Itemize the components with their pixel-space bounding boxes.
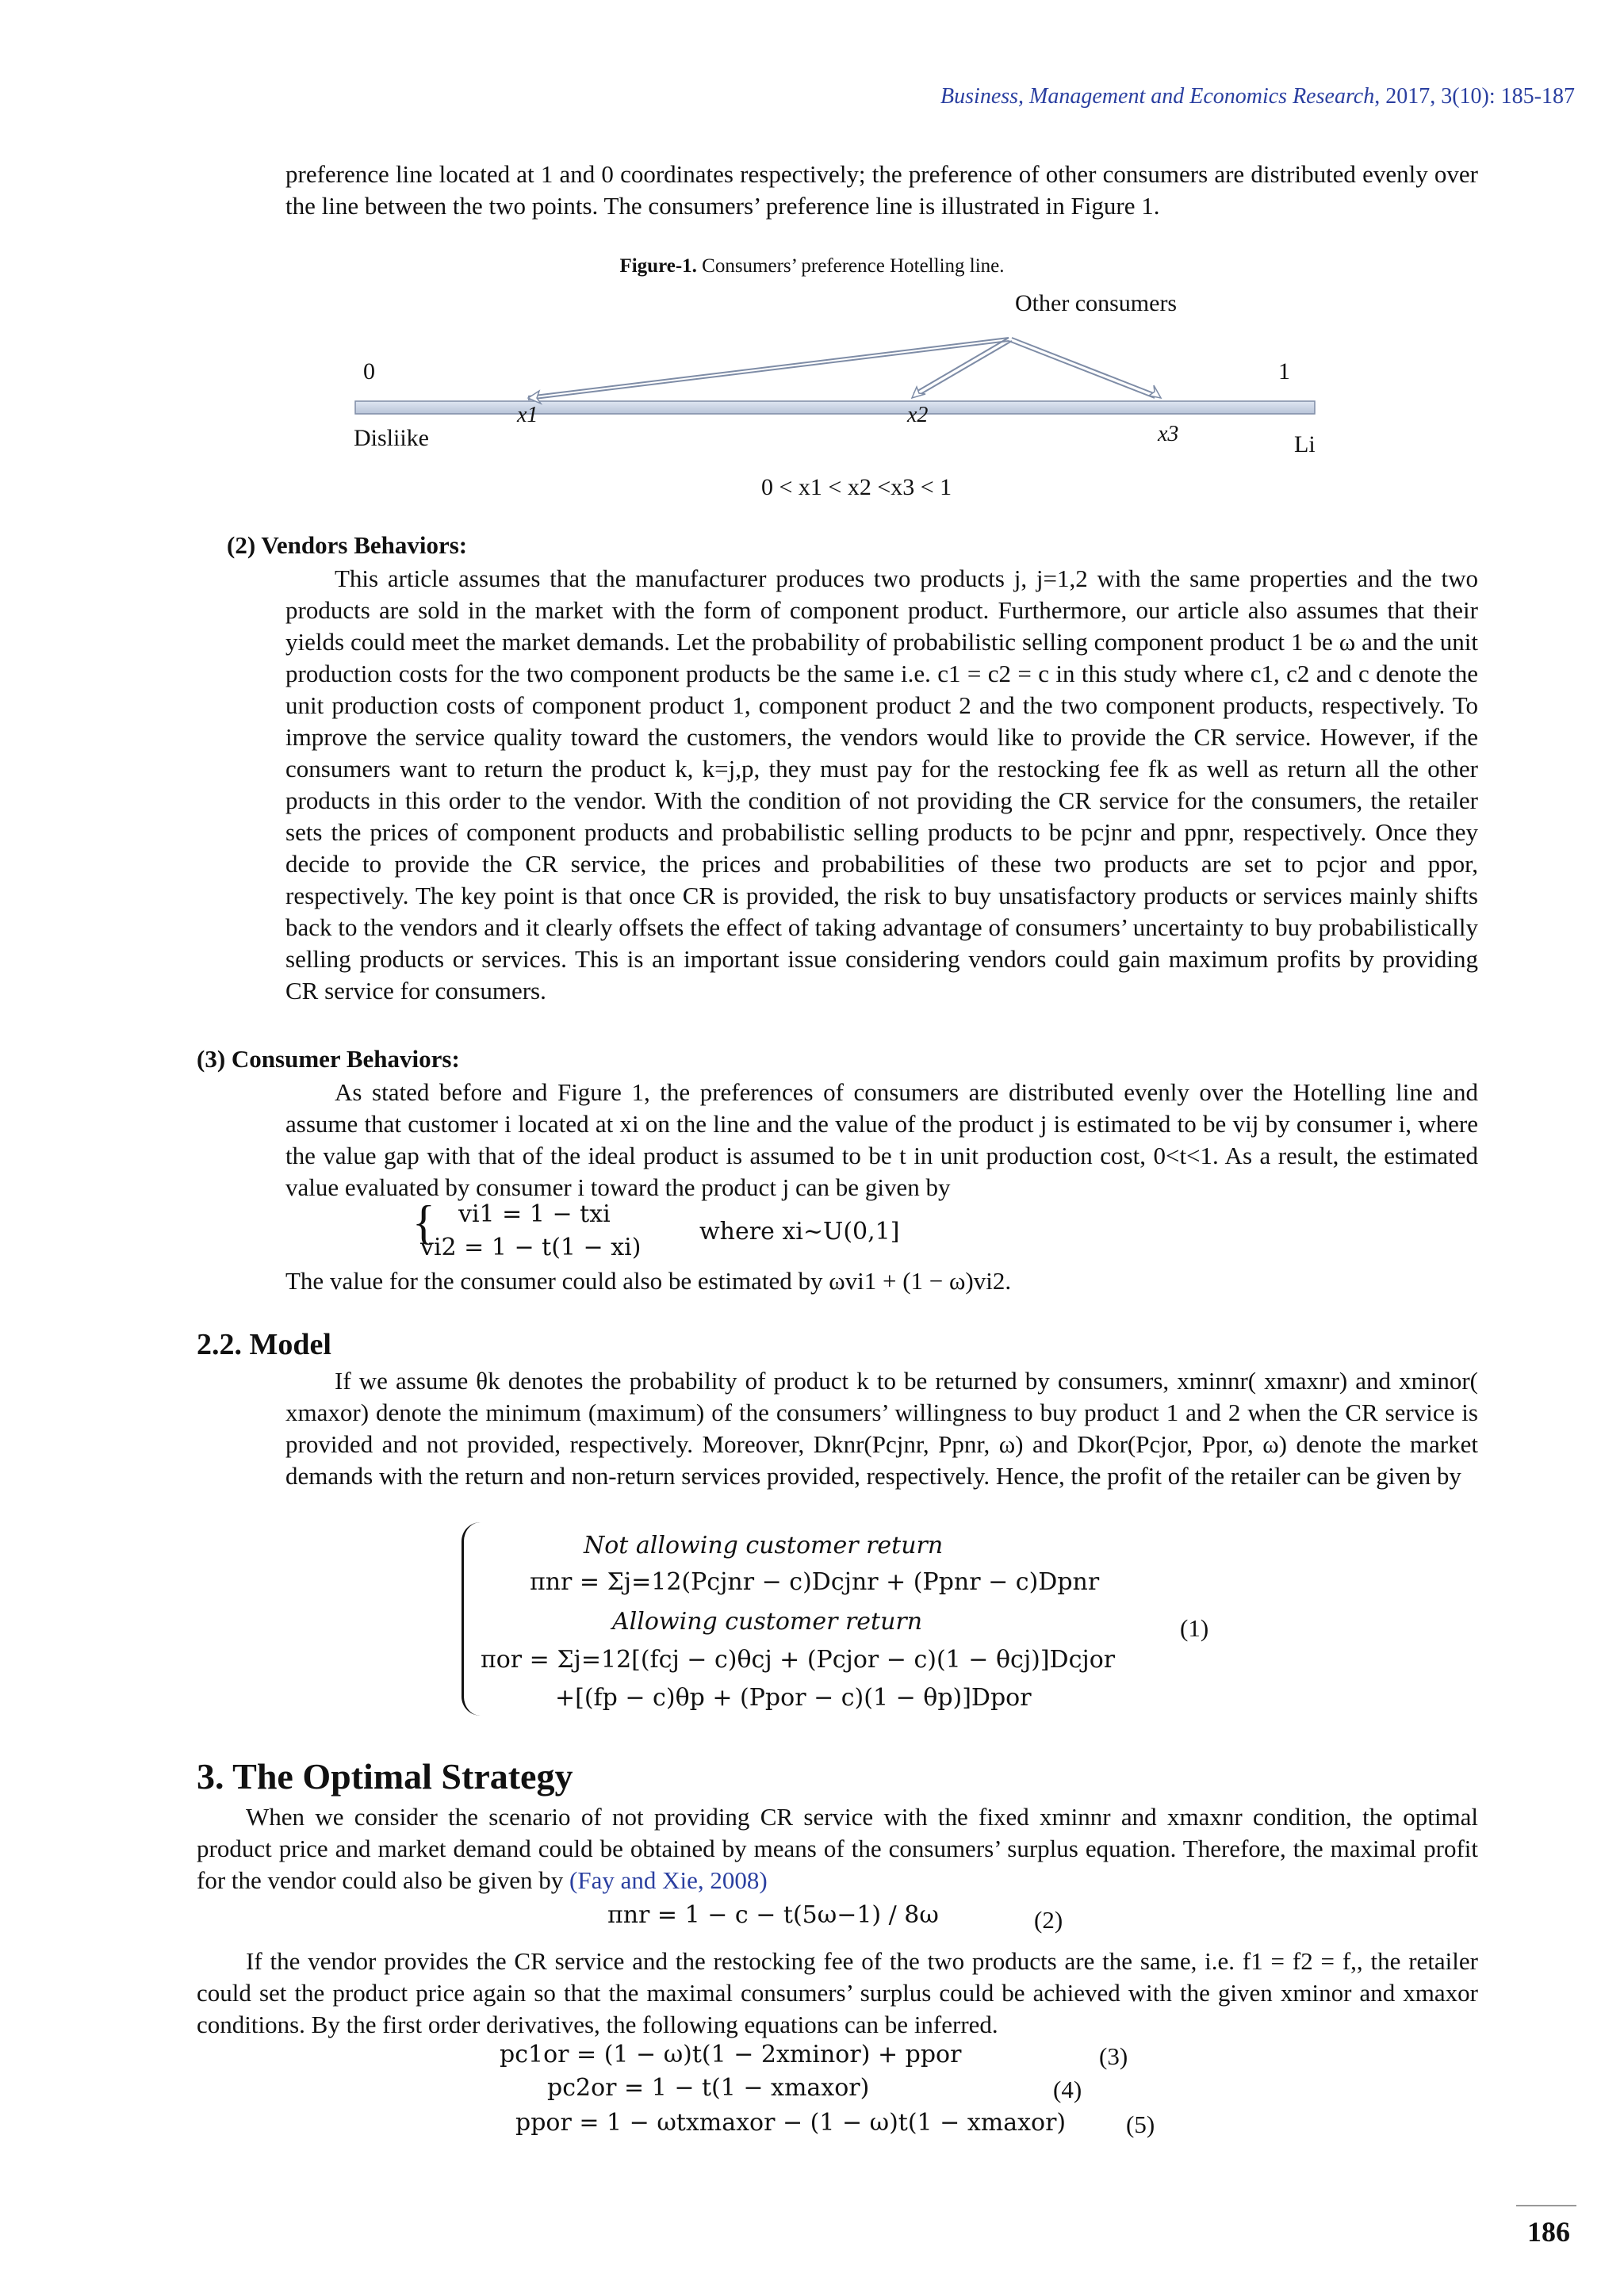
eq-pi-or-line2: +[(fp − c)θp + (Ppor − c)(1 − θp)]Dpor	[555, 1684, 1032, 1712]
eq5-number: (5)	[1126, 2110, 1155, 2138]
eq-pi-nr: πnr = Σj=12(Pcjnr − c)Dcjnr + (Ppnr − c)Dpnr	[530, 1568, 1100, 1596]
right-tick-label: 1	[1278, 358, 1290, 385]
x2-label: x2	[907, 403, 929, 427]
eq4: pc2or = 1 − t(1 − xmaxor)	[547, 2074, 870, 2102]
citation-fay-xie[interactable]: (Fay and Xie, 2008)	[569, 1866, 768, 1894]
eq3-number: (3)	[1099, 2042, 1128, 2070]
arrow-x3	[1009, 338, 1161, 398]
model-paragraph: If we assume θk denotes the probability of product k to be returned by consumers, xminnr( xmaxnr) and xminor( xmaxor) denote the minimum (maximum) of the consumers’ willingness to buy product 1 and 2 when the CR service is provided and not provided, respectively. Moreover, Dknr(Pcjnr, Ppnr, ω) and Dkor(Pcjor, Ppor, ω) denote the market demands with the return and non-return services provided, respectively. Hence, the profit of the retailer can be given by	[285, 1367, 1478, 1490]
strategy-paragraph-2: If the vendor provides the CR service and the restocking fee of the two products are the same, i.e. f1 = f2 = f,, the retailer could set the product price again so that the maximal consumers’ surplus could be achieved with the given xminor and xmaxor conditions. By the first order derivatives, the following equations can be inferred.	[197, 1947, 1478, 2038]
eq-v2: vi2 = 1 − t(1 − xi)	[420, 1234, 642, 1261]
journal-name: Business, Management and Economics Research	[940, 84, 1375, 109]
eq4-number: (4)	[1053, 2076, 1082, 2103]
dislike-end-label: Disliike	[354, 425, 429, 451]
x3-label: x3	[1158, 422, 1179, 446]
eq-v1: vi1 = 1 − txi	[458, 1200, 611, 1228]
figure-caption	[0, 255, 1624, 277]
page-number: 186	[1527, 2216, 1570, 2248]
arrow-x1	[528, 338, 1009, 404]
x1-label: x1	[517, 403, 538, 427]
eq-pi-or-line1: πor = Σj=12[(fcj − c)θcj + (Pcjor − c)(1 − θcj)]Dcjor	[481, 1646, 1116, 1674]
figure-caption-text: Consumers’ preference Hotelling line.	[696, 255, 1005, 277]
value-sentence: The value for the consumer could also be estimated by ωvi1 + (1 − ω)vi2.	[285, 1267, 1012, 1295]
eq1-number: (1)	[1180, 1614, 1209, 1642]
model-heading: 2.2. Model	[197, 1328, 331, 1361]
preference-line-bar	[355, 401, 1315, 414]
eq2: πnr = 1 − c − t(5ω−1) / 8ω	[607, 1901, 939, 1929]
journal-header	[940, 84, 1575, 109]
footer-divider	[1516, 2205, 1576, 2206]
figure-caption-label: Figure-1.	[619, 255, 697, 277]
eq-label-allowing: Allowing customer return	[612, 1608, 923, 1636]
other-consumers-label: Other consumers	[1015, 290, 1178, 316]
eq-label-not-allowing: Not allowing customer return	[584, 1532, 944, 1559]
eq3: pc1or = (1 − ω)t(1 − 2xminor) + ppor	[500, 2041, 962, 2068]
consumers-paragraph: As stated before and Figure 1, the preferences of consumers are distributed evenly over the Hotelling line and assume that customer i located at xi on the line and the value of the product j is estimated to be vij by consumer i, where the value gap with that of the ideal product is assumed to be t in unit production cost, 0<t<1. As a result, the estimated value evaluated by consumer i toward the product j can be given by	[285, 1078, 1478, 1201]
strategy-heading: 3. The Optimal Strategy	[197, 1756, 573, 1797]
left-tick-label: 0	[363, 358, 375, 385]
vendors-heading: (2) Vendors Behaviors:	[227, 531, 468, 559]
eq5: ppor = 1 − ωtxmaxor − (1 − ω)t(1 − xmaxor)	[515, 2109, 1067, 2137]
strategy-paragraph-1: When we consider the scenario of not providing CR service with the fixed xminnr and xmaxnr condition, the optimal product price and market demand could be obtained by means of the consumers’ surplus equation. Therefore, the maximal profit for the vendor could also be given by (Fay and Xie, 2008)	[197, 1803, 1478, 1894]
like-end-label: Li	[1294, 431, 1316, 457]
vendors-paragraph: This article assumes that the manufacturer produces two products j, j=1,2 with the same properties and the two products are sold in the market with the form of component product. Furthermore, our article also assumes that their yields could meet the market demands. Let the probability of probabilistic selling component product 1 be ω and the unit production costs for the two component products be the same i.e. c1 = c2 = c in this study where c1, c2 and c denote the unit production costs of component product 1, component product 2 and the two component products, respectively. To improve the service quality toward the customers, the vendors would like to provide the CR service. However, if the consumers want to return the product k, k=j,p, they must pay for the restocking fee fk as well as return all the other products in this order to the vendor. With the condition of not providing the CR service for the consumers, the retailer sets the prices of component products and probabilistic selling products to be pcjnr and ppnr, respectively. Once they decide to provide the CR service, the prices and probabilities of these two products are set to pcjor and ppor, respectively. The key point is that once CR is provided, the risk to buy unsatisfactory products or services mainly shifts back to the vendors and it clearly offsets the effect of taking advantage of consumers’ uncertainty to buy probabilistically selling products or services. This is an important issue considering vendors could gain maximum profits by providing CR service for consumers.	[285, 564, 1478, 1004]
hotelling-line-figure	[333, 285, 1348, 507]
eq-where: where xi~U(0,1]	[699, 1218, 900, 1246]
intro-paragraph: preference line located at 1 and 0 coordinates respectively; the preference of other consumers are distributed evenly over the line between the two points. The consumers’ preference line is illustrated in Figure 1.	[285, 160, 1478, 220]
eq2-number: (2)	[1034, 1906, 1063, 1934]
journal-citation: , 2017, 3(10): 185-187	[1374, 84, 1575, 109]
brace-v: {	[412, 1196, 435, 1249]
consumers-heading: (3) Consumer Behaviors:	[197, 1045, 460, 1073]
order-inequality: 0 < x1 < x2 <x3 < 1	[761, 474, 952, 500]
brace-profit	[462, 1522, 483, 1716]
